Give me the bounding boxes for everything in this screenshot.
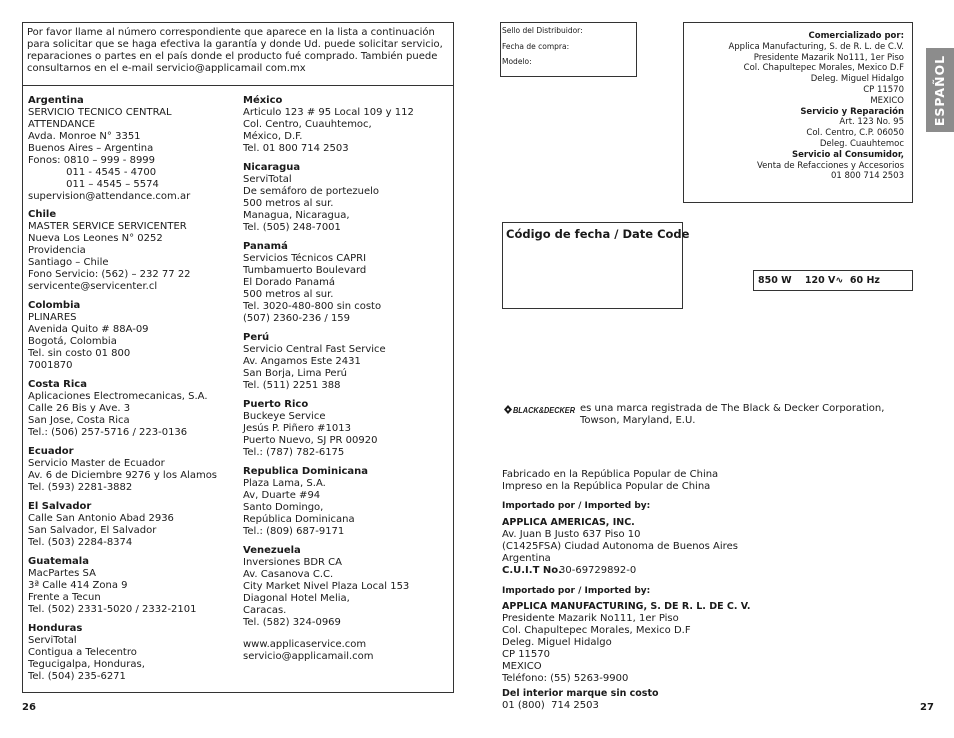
country-name: Republica Dominicana bbox=[243, 466, 369, 477]
country-detail-line: Col. Centro, Cuauhtemoc, bbox=[243, 119, 372, 130]
country-detail-line: Providencia bbox=[28, 245, 86, 256]
distributor-heading: Servicio al Consumidor, bbox=[792, 149, 904, 160]
purchase-date-label: Fecha de compra: bbox=[502, 42, 570, 51]
country-entry bbox=[243, 95, 414, 155]
country-entry bbox=[243, 545, 409, 629]
date-code-title: Código de fecha / Date Code bbox=[506, 227, 690, 241]
black-decker-logo bbox=[504, 404, 576, 415]
interior-heading: Del interior marque sin costo bbox=[502, 688, 659, 699]
country-detail-line: Servicio Central Fast Service bbox=[243, 344, 386, 355]
country-detail-line: Bogotá, Colombia bbox=[28, 336, 117, 347]
web-link[interactable]: www.applicaservice.com bbox=[243, 639, 367, 650]
country-detail-line: Nueva Los Leones N° 0252 bbox=[28, 233, 163, 244]
country-detail-line: MASTER SERVICE SERVICENTER bbox=[28, 221, 187, 232]
country-detail-line: City Market Nivel Plaza Local 153 bbox=[243, 581, 410, 592]
country-detail-line: Inversiones BDR CA bbox=[243, 557, 342, 568]
country-detail-line: ServiTotal bbox=[28, 635, 77, 646]
distributor-line: Deleg. Miguel Hidalgo bbox=[810, 74, 904, 85]
distributor-line: Presidente Mazarik No111, 1er Piso bbox=[753, 52, 904, 63]
country-detail-line: San Salvador, El Salvador bbox=[28, 525, 157, 536]
country-detail-line: Fonos: 0810 – 999 - 8999 bbox=[28, 155, 156, 166]
country-detail-line: Servicios Técnicos CAPRI bbox=[243, 253, 367, 264]
country-entry bbox=[28, 379, 208, 439]
country-detail-line: Buenos Aires – Argentina bbox=[28, 143, 154, 154]
country-detail-line: ServiTotal bbox=[243, 174, 292, 185]
country-detail-line: SERVICIO TECNICO CENTRAL bbox=[28, 107, 172, 118]
country-detail-line: Servicio Master de Ecuador bbox=[28, 458, 165, 469]
importer2-phone: Teléfono: (55) 5263-9900 bbox=[502, 673, 629, 684]
email-link[interactable]: servicio@applicamail.com bbox=[243, 651, 374, 662]
distributor-line: Venta de Refacciones y Accesorios bbox=[756, 160, 904, 171]
country-detail-line: (507) 2360-236 / 159 bbox=[243, 313, 351, 324]
importer2-address-5: MEXICO bbox=[502, 661, 542, 672]
country-detail-line: Tumbamuerto Boulevard bbox=[243, 265, 367, 276]
country-detail-line: Puerto Nuevo, SJ PR 00920 bbox=[243, 435, 378, 446]
distributor-line: Col. Centro, C.P. 06050 bbox=[806, 128, 904, 139]
country-entry bbox=[243, 466, 368, 538]
country-name: Chile bbox=[28, 209, 57, 220]
cuit-label: C.U.I.T No. bbox=[502, 565, 562, 576]
importer2-company: APPLICA MANUFACTURING, S. DE R. L. DE C. V. bbox=[502, 601, 751, 612]
country-detail-line: De semáforo de portezuelo bbox=[243, 186, 380, 197]
country-detail-line: 011 - 4545 - 4700 bbox=[28, 167, 157, 178]
country-entry bbox=[243, 162, 379, 234]
country-entry bbox=[28, 623, 145, 683]
country-entry bbox=[243, 241, 381, 325]
country-detail-line: Av. 6 de Diciembre 9276 y los Alamos bbox=[28, 470, 218, 481]
country-detail-line: Tel. (582) 324-0969 bbox=[243, 617, 341, 628]
country-detail-line: 500 metros al sur. bbox=[243, 289, 334, 300]
country-detail-line: Tel. (505) 248-7001 bbox=[243, 222, 341, 233]
country-detail-line: Santiago – Chile bbox=[28, 257, 109, 268]
country-detail-line: Tel.: (809) 687-9171 bbox=[243, 526, 345, 537]
country-detail-line: Jesús P. Piñero #1013 bbox=[243, 423, 351, 434]
importer2-address-4: CP 11570 bbox=[502, 649, 551, 660]
country-detail-line: Frente a Tecun bbox=[28, 592, 101, 603]
country-detail-line: Tel. (502) 2331-5020 / 2332-2101 bbox=[28, 604, 197, 615]
country-name: Perú bbox=[243, 332, 270, 343]
country-detail-line: MacPartes SA bbox=[28, 568, 96, 579]
country-detail-line: Tel. (593) 2281-3882 bbox=[28, 482, 133, 493]
country-name: Guatemala bbox=[28, 556, 89, 567]
country-detail-line: Tel. (504) 235-6271 bbox=[28, 671, 126, 682]
country-detail-line[interactable]: servicente@servicenter.cl bbox=[28, 281, 158, 292]
country-detail-line: Tel. (511) 2251 388 bbox=[243, 380, 341, 391]
country-detail-line: Calle San Antonio Abad 2936 bbox=[28, 513, 174, 524]
country-detail-line: Articulo 123 # 95 Local 109 y 112 bbox=[243, 107, 414, 118]
country-entry bbox=[28, 209, 191, 293]
country-detail-line: Calle 26 Bis y Ave. 3 bbox=[28, 403, 131, 414]
country-detail-line: 7001870 bbox=[28, 360, 73, 371]
distributor-line: Col. Chapultepec Morales, Mexico D.F bbox=[743, 63, 904, 74]
country-detail-line: 3ª Calle 414 Zona 9 bbox=[28, 580, 128, 591]
country-detail-line: Av. Angamos Este 2431 bbox=[243, 356, 361, 367]
country-detail-line: Av. Casanova C.C. bbox=[243, 569, 334, 580]
importer1-address-2: (C1425FSA) Ciudad Autonoma de Buenos Aires bbox=[502, 541, 738, 552]
country-detail-line: Tel. 01 800 714 2503 bbox=[243, 143, 349, 154]
country-entry bbox=[243, 399, 377, 459]
distributor-line: 01 800 714 2503 bbox=[830, 171, 904, 182]
distributor-line: Applica Manufacturing, S. de R. L. de C.V. bbox=[728, 41, 904, 52]
distributor-line: CP 11570 bbox=[863, 85, 904, 95]
country-name: Ecuador bbox=[28, 446, 74, 457]
importer2-address-2: Col. Chapultepec Morales, Mexico D.F bbox=[502, 625, 691, 636]
country-detail-line: Plaza Lama, S.A. bbox=[243, 478, 326, 489]
trademark-line-2: Towson, Maryland, E.U. bbox=[580, 415, 696, 426]
country-name: Colombia bbox=[28, 300, 81, 311]
country-detail-line: Tel.: (787) 782-6175 bbox=[243, 447, 345, 458]
country-entry bbox=[28, 556, 197, 616]
country-name: Argentina bbox=[28, 95, 84, 106]
country-detail-line: Aplicaciones Electromecanicas, S.A. bbox=[28, 391, 208, 402]
country-detail-line: Managua, Nicaragua, bbox=[243, 210, 350, 221]
country-detail-line: Tel. 3020-480-800 sin costo bbox=[243, 301, 382, 312]
interior-phone: 01 (800) 714 2503 bbox=[502, 700, 599, 711]
country-name: Honduras bbox=[28, 623, 83, 634]
country-entry bbox=[28, 300, 149, 372]
distributor-line: Art. 123 No. 95 bbox=[839, 117, 904, 128]
made-in-line: Fabricado en la República Popular de China bbox=[502, 469, 719, 480]
country-detail-line: 500 metros al sur. bbox=[243, 198, 334, 209]
cuit-value: 30-69729892-0 bbox=[559, 565, 637, 576]
country-detail-line: Buckeye Service bbox=[243, 411, 326, 422]
electrical-rating: 850 W 120 V∿ 60 Hz bbox=[758, 275, 880, 286]
country-entry bbox=[28, 501, 174, 549]
country-detail-line[interactable]: supervision@attendance.com.ar bbox=[28, 191, 191, 202]
country-name: Nicaragua bbox=[243, 162, 301, 173]
country-name: México bbox=[243, 95, 283, 106]
country-detail-line: Avda. Monroe N° 3351 bbox=[28, 131, 141, 142]
distributor-line: MEXICO bbox=[870, 95, 904, 106]
country-detail-line: Fono Servicio: (562) – 232 77 22 bbox=[28, 269, 191, 280]
importer2-address-3: Deleg. Miguel Hidalgo bbox=[502, 637, 612, 648]
country-detail-line: Tegucigalpa, Honduras, bbox=[28, 659, 145, 670]
country-detail-line: Diagonal Hotel Melia, bbox=[243, 593, 350, 604]
page-number-right: 27 bbox=[920, 702, 934, 713]
importer2-heading: Importado por / Imported by: bbox=[502, 586, 651, 596]
country-detail-line: Avenida Quito # 88A-09 bbox=[28, 324, 149, 335]
country-detail-line: PLINARES bbox=[28, 312, 77, 323]
intro-divider bbox=[22, 85, 454, 86]
country-name: Venezuela bbox=[243, 545, 301, 556]
svg-text:BLACK&DECKER: BLACK&DECKER bbox=[513, 404, 576, 415]
country-detail-line: Av, Duarte #94 bbox=[243, 490, 321, 501]
country-entry bbox=[28, 95, 190, 203]
country-detail-line: República Dominicana bbox=[243, 514, 355, 525]
distributor-heading: Servicio y Reparación bbox=[800, 106, 904, 117]
country-name: El Salvador bbox=[28, 501, 92, 512]
country-entry bbox=[243, 332, 386, 392]
importer1-address-3: Argentina bbox=[502, 553, 551, 564]
country-detail-line: México, D.F. bbox=[243, 131, 303, 142]
country-detail-line: 011 – 4545 – 5574 bbox=[28, 179, 159, 190]
distributor-heading: Comercializado por: bbox=[808, 31, 904, 41]
page-number-left: 26 bbox=[22, 702, 36, 713]
country-name: Panamá bbox=[243, 241, 288, 252]
country-detail-line: El Dorado Panamá bbox=[243, 277, 336, 288]
seal-label: Sello del Distribuidor: bbox=[502, 26, 583, 35]
distributor-line: Deleg. Cuauhtemoc bbox=[819, 139, 904, 149]
country-name: Costa Rica bbox=[28, 379, 87, 390]
country-detail-line: Caracas. bbox=[243, 605, 287, 616]
trademark-line-1: es una marca registrada de The Black & Decker Corporation, bbox=[580, 403, 885, 414]
importer1-company: APPLICA AMERICAS, INC. bbox=[502, 517, 635, 528]
intro-paragraph: Por favor llame al número correspondiente que aparece en la lista a continuación para solicitar que se haga efectiva la garantía y donde Ud. puede solicitar servicio, reparaciones o partes en el país donde el producto fué comprado. También puede consultarnos en el e-mail servicio@applicamail com.mx bbox=[27, 27, 443, 74]
language-tab-label: ESPAÑOL bbox=[932, 54, 948, 126]
country-detail-line: Tel.: (506) 257-5716 / 223-0136 bbox=[28, 427, 188, 438]
country-detail-line: San Jose, Costa Rica bbox=[28, 415, 130, 426]
importer2-address-1: Presidente Mazarik No111, 1er Piso bbox=[502, 613, 679, 624]
country-detail-line: Tel. sin costo 01 800 bbox=[28, 348, 131, 359]
model-label: Modelo: bbox=[502, 57, 532, 66]
country-detail-line: ATTENDANCE bbox=[28, 119, 96, 130]
country-detail-line: Santo Domingo, bbox=[243, 502, 324, 513]
importer1-address-1: Av. Juan B Justo 637 Piso 10 bbox=[502, 529, 641, 540]
country-detail-line: San Borja, Lima Perú bbox=[243, 368, 348, 379]
country-name: Puerto Rico bbox=[243, 399, 309, 410]
importer1-heading: Importado por / Imported by: bbox=[502, 501, 651, 511]
printed-in-line: Impreso en la República Popular de China bbox=[502, 481, 711, 492]
country-entry bbox=[28, 446, 217, 494]
country-detail-line: Contigua a Telecentro bbox=[28, 647, 137, 658]
country-detail-line: Tel. (503) 2284-8374 bbox=[28, 537, 133, 548]
